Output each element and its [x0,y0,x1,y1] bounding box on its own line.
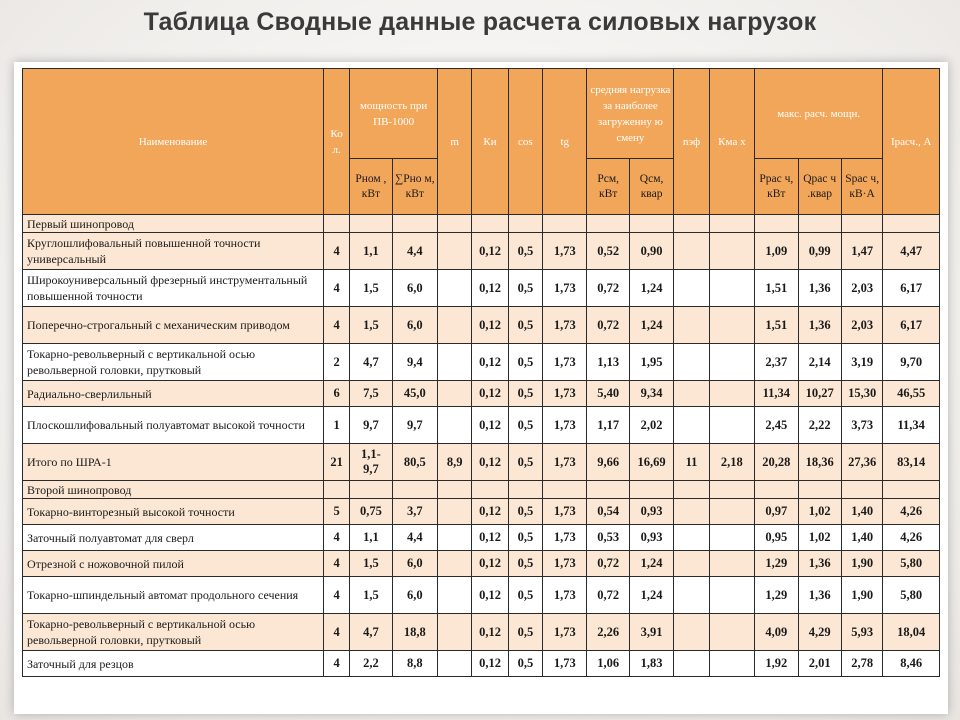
header-ir: Iрасч., А [883,69,940,215]
row-cell: 5,80 [883,551,940,577]
row-cell: 2,14 [798,344,841,381]
row-cell: 0,12 [472,614,508,651]
row-cell: 2,03 [841,270,882,307]
row-cell: 1,73 [543,381,587,407]
row-cell: 0,5 [508,407,542,444]
table-header [23,69,940,215]
row-cell: 0,72 [587,270,629,307]
row-cell: 2 [323,344,349,381]
row-cell [438,307,472,344]
row-cell: 0,93 [629,499,673,525]
row-cell: 2,78 [841,651,882,677]
row-name: Итого по ШРА-1 [23,444,324,481]
row-name: Токарно-шпиндельный автомат продольного сечения [23,577,324,614]
page-title: Таблица Сводные данные расчета силовых нагрузок [143,8,817,36]
row-cell: 1,36 [798,307,841,344]
header-pnom: Рном , кВт [350,159,392,215]
row-cell [674,525,709,551]
row-cell [674,499,709,525]
row-cell [438,270,472,307]
row-cell: 4 [323,307,349,344]
row-cell: 1,73 [543,344,587,381]
row-cell: 80,5 [392,444,437,481]
row-cell [438,344,472,381]
header-name: Наименование [23,69,324,215]
table-row [23,614,940,651]
row-cell: 0,75 [350,499,392,525]
row-cell: 1,36 [798,577,841,614]
header-cos: cos [508,69,542,215]
row-cell [438,551,472,577]
row-cell: 0,95 [755,525,798,551]
row-cell [587,481,629,499]
row-cell: 0,12 [472,344,508,381]
row-cell: 0,72 [587,307,629,344]
row-cell: 9,70 [883,344,940,381]
table-row [23,551,940,577]
row-name: Отрезной с ножовочной пилой [23,551,324,577]
row-cell: 1,24 [629,270,673,307]
table-row [23,407,940,444]
row-cell: 4,7 [350,614,392,651]
row-cell [709,344,754,381]
row-cell [709,499,754,525]
row-name: Токарно-винторезный высокой точности [23,499,324,525]
row-cell: 2,01 [798,651,841,677]
row-cell [709,551,754,577]
row-cell: 1,1- 9,7 [350,444,392,481]
row-cell: 4,4 [392,525,437,551]
row-cell: 5,93 [841,614,882,651]
row-cell: 0,90 [629,233,673,270]
row-cell: 4 [323,651,349,677]
row-cell: 4 [323,577,349,614]
row-cell: 1,24 [629,551,673,577]
row-cell [543,215,587,233]
row-cell: 1,73 [543,525,587,551]
row-cell: 1,29 [755,551,798,577]
row-cell: 20,28 [755,444,798,481]
row-cell: 18,36 [798,444,841,481]
row-cell [674,215,709,233]
header-max-group: макс. расч. мощн. [755,69,883,159]
header-power-group: мощность при ПВ-1000 [350,69,438,159]
section-row [23,215,940,233]
row-cell: 1,83 [629,651,673,677]
row-cell: 1,51 [755,307,798,344]
row-cell: 8,8 [392,651,437,677]
header-sr: Sрас ч, кВ·А [841,159,882,215]
row-cell [438,614,472,651]
row-cell: 27,36 [841,444,882,481]
row-cell: 0,53 [587,525,629,551]
row-cell: 6,17 [883,270,940,307]
row-name: Второй шинопровод [23,481,324,499]
row-cell: 1,17 [587,407,629,444]
row-cell [674,307,709,344]
row-cell: 21 [323,444,349,481]
table-row [23,444,940,481]
row-cell: 0,12 [472,407,508,444]
header-spnom: ∑Рно м, кВт [392,159,437,215]
row-cell [709,270,754,307]
row-cell: 4,4 [392,233,437,270]
row-cell: 9,7 [350,407,392,444]
table-row [23,381,940,407]
row-name: Заточный для резцов [23,651,324,677]
row-cell: 0,5 [508,577,542,614]
row-cell: 0,5 [508,444,542,481]
row-cell [674,551,709,577]
header-ki: Ки [472,69,508,215]
row-cell [709,381,754,407]
row-name: Первый шинопровод [23,215,324,233]
row-cell [472,481,508,499]
row-cell: 1,73 [543,577,587,614]
row-cell: 0,12 [472,307,508,344]
table-row [23,233,940,270]
row-cell [674,651,709,677]
row-cell [709,525,754,551]
row-cell: 3,19 [841,344,882,381]
row-cell: 0,5 [508,307,542,344]
row-cell: 0,54 [587,499,629,525]
row-cell: 6 [323,381,349,407]
row-cell: 1,1 [350,525,392,551]
row-cell [438,481,472,499]
row-cell: 9,66 [587,444,629,481]
header-kol: Ко л. [323,69,349,215]
table-row [23,344,940,381]
row-cell [883,215,940,233]
table-row [23,270,940,307]
row-cell [438,381,472,407]
row-cell: 1,73 [543,499,587,525]
row-cell [798,481,841,499]
row-cell: 1,73 [543,307,587,344]
row-cell: 1,09 [755,233,798,270]
row-cell [323,215,349,233]
row-cell [841,215,882,233]
row-cell [674,233,709,270]
row-cell [438,407,472,444]
row-cell: 0,12 [472,651,508,677]
row-cell [392,215,437,233]
row-cell: 1,13 [587,344,629,381]
row-cell: 2,03 [841,307,882,344]
row-cell: 4 [323,551,349,577]
row-cell: 1,29 [755,577,798,614]
row-cell [508,481,542,499]
row-cell [392,481,437,499]
row-cell: 16,69 [629,444,673,481]
row-cell: 0,5 [508,614,542,651]
row-cell [709,481,754,499]
row-cell: 6,17 [883,307,940,344]
row-cell: 0,12 [472,381,508,407]
row-name: Плоскошлифовальный полуавтомат высокой точности [23,407,324,444]
header-qr: Qрас ч .квар [798,159,841,215]
row-cell: 3,7 [392,499,437,525]
row-cell [755,481,798,499]
row-cell: 1,24 [629,577,673,614]
row-cell: 1,5 [350,551,392,577]
row-cell: 1,73 [543,551,587,577]
table-body [23,215,940,677]
table-row [23,525,940,551]
row-cell: 11 [674,444,709,481]
row-cell [543,481,587,499]
row-cell: 4 [323,270,349,307]
row-cell: 1,02 [798,499,841,525]
row-cell: 18,04 [883,614,940,651]
row-cell: 1,73 [543,651,587,677]
row-cell: 8,9 [438,444,472,481]
row-cell: 1,73 [543,407,587,444]
row-cell [323,481,349,499]
row-cell: 9,7 [392,407,437,444]
row-cell [629,481,673,499]
row-name: Токарно-револьверный с вертикальной осью револьверной головки, прутковый [23,614,324,651]
row-cell: 5,80 [883,577,940,614]
row-cell: 1,92 [755,651,798,677]
row-cell: 0,72 [587,551,629,577]
row-cell: 18,8 [392,614,437,651]
row-cell: 4,26 [883,525,940,551]
header-pr: Ррас ч, кВт [755,159,798,215]
row-cell: 9,4 [392,344,437,381]
row-cell: 0,12 [472,499,508,525]
row-name: Радиально-сверлильный [23,381,324,407]
row-cell: 15,30 [841,381,882,407]
row-cell: 6,0 [392,270,437,307]
row-cell [438,525,472,551]
row-cell: 45,0 [392,381,437,407]
row-cell [709,215,754,233]
row-cell: 1,90 [841,577,882,614]
row-cell: 4,29 [798,614,841,651]
row-cell: 9,34 [629,381,673,407]
row-cell: 4 [323,525,349,551]
row-cell [709,651,754,677]
row-cell: 1 [323,407,349,444]
row-cell: 5 [323,499,349,525]
row-cell: 0,12 [472,270,508,307]
row-cell: 1,06 [587,651,629,677]
row-cell: 6,0 [392,577,437,614]
row-cell: 1,40 [841,499,882,525]
row-cell: 5,40 [587,381,629,407]
row-cell: 1,5 [350,307,392,344]
row-cell: 7,5 [350,381,392,407]
row-cell [674,270,709,307]
row-cell: 46,55 [883,381,940,407]
row-cell: 1,36 [798,270,841,307]
row-cell: 1,40 [841,525,882,551]
header-pcm: Рсм, кВт [587,159,629,215]
row-cell: 3,91 [629,614,673,651]
row-cell [674,614,709,651]
row-cell: 10,27 [798,381,841,407]
table-row [23,577,940,614]
row-cell [587,215,629,233]
row-cell: 0,5 [508,651,542,677]
row-cell [350,215,392,233]
row-cell: 8,46 [883,651,940,677]
row-cell [798,215,841,233]
row-cell: 4,26 [883,499,940,525]
row-cell: 1,02 [798,525,841,551]
row-cell: 2,37 [755,344,798,381]
row-cell: 0,12 [472,551,508,577]
row-cell: 2,02 [629,407,673,444]
row-cell: 1,47 [841,233,882,270]
row-name: Широкоуниверсальный фрезерный инструментальный повышенной точности [23,270,324,307]
header-avg-group: средняя нагрузка за наиболее загруженну ю смену [587,69,674,159]
header-tg: tg [543,69,587,215]
row-cell [709,407,754,444]
row-cell: 1,95 [629,344,673,381]
row-name: Заточный полуавтомат для сверл [23,525,324,551]
section-row [23,481,940,499]
row-cell: 2,26 [587,614,629,651]
row-cell: 1,24 [629,307,673,344]
row-cell: 1,73 [543,614,587,651]
row-cell: 2,2 [350,651,392,677]
row-cell: 0,72 [587,577,629,614]
header-kmax: Кмa x [709,69,754,215]
row-cell [438,499,472,525]
row-cell: 1,5 [350,270,392,307]
row-cell: 0,5 [508,344,542,381]
row-cell [674,344,709,381]
row-cell [674,381,709,407]
row-cell: 0,5 [508,270,542,307]
row-cell [709,307,754,344]
row-cell: 4 [323,614,349,651]
row-cell: 0,5 [508,499,542,525]
row-cell: 0,12 [472,444,508,481]
table-row [23,307,940,344]
row-cell: 0,52 [587,233,629,270]
row-cell: 11,34 [755,381,798,407]
row-cell [883,481,940,499]
header-ne: nэф [674,69,709,215]
row-cell: 1,36 [798,551,841,577]
row-cell: 0,5 [508,381,542,407]
row-cell [438,577,472,614]
row-cell: 1,73 [543,233,587,270]
row-cell: 6,0 [392,307,437,344]
row-cell: 2,22 [798,407,841,444]
row-cell: 1,73 [543,270,587,307]
row-cell: 4,7 [350,344,392,381]
row-cell [674,407,709,444]
row-cell: 4 [323,233,349,270]
row-cell: 2,18 [709,444,754,481]
row-cell: 0,5 [508,233,542,270]
row-cell: 4,09 [755,614,798,651]
row-cell [508,215,542,233]
row-cell [350,481,392,499]
row-cell [709,233,754,270]
loads-table [22,68,940,677]
row-cell [674,481,709,499]
row-cell: 0,99 [798,233,841,270]
row-cell: 2,45 [755,407,798,444]
header-qcm: Qсм, квар [629,159,673,215]
row-cell: 4,47 [883,233,940,270]
row-cell [841,481,882,499]
table-row [23,499,940,525]
row-cell: 0,12 [472,525,508,551]
row-cell: 1,51 [755,270,798,307]
row-cell: 1,5 [350,577,392,614]
row-name: Поперечно-строгальный с механическим приводом [23,307,324,344]
row-name: Токарно-револьверный с вертикальной осью револьверной головки, прутковый [23,344,324,381]
row-name: Круглошлифовальный повышенной точности универсальный [23,233,324,270]
row-cell [472,215,508,233]
row-cell [674,577,709,614]
row-cell: 0,12 [472,233,508,270]
table-row [23,651,940,677]
row-cell: 0,12 [472,577,508,614]
row-cell [438,233,472,270]
header-m: m [438,69,472,215]
row-cell: 83,14 [883,444,940,481]
row-cell: 0,5 [508,551,542,577]
row-cell: 1,73 [543,444,587,481]
row-cell: 1,90 [841,551,882,577]
row-cell: 6,0 [392,551,437,577]
row-cell: 3,73 [841,407,882,444]
row-cell [438,651,472,677]
row-cell [709,614,754,651]
row-cell [438,215,472,233]
row-cell: 1,1 [350,233,392,270]
row-cell: 0,97 [755,499,798,525]
row-cell: 0,93 [629,525,673,551]
row-cell [629,215,673,233]
row-cell [709,577,754,614]
row-cell: 11,34 [883,407,940,444]
row-cell [755,215,798,233]
row-cell: 0,5 [508,525,542,551]
